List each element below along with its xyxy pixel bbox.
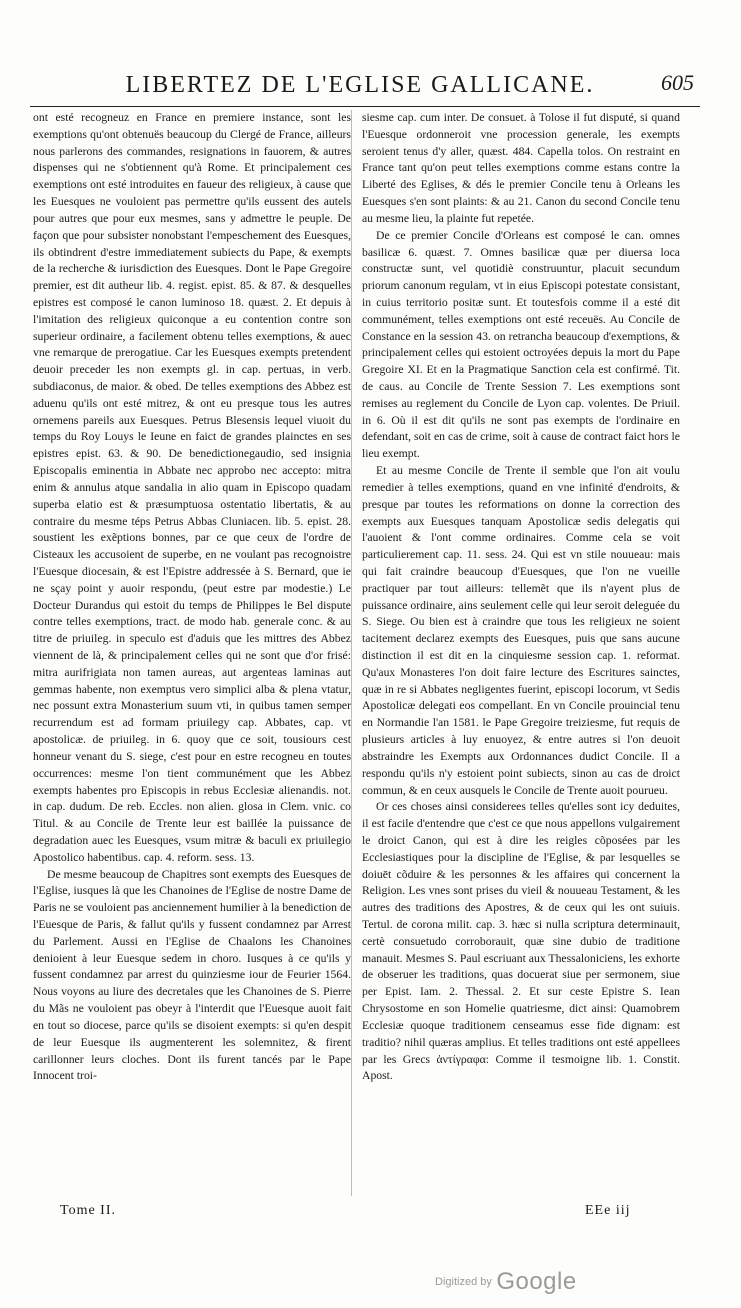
digitization-watermark (435, 1268, 577, 1296)
volume-label: Tome II. (60, 1203, 117, 1218)
watermark-prefix: Digitized by (435, 1276, 492, 1288)
paragraph: siesme cap. cum inter. De consuet. à Tolose il fut disputé, si quand l'Euesque ordonneroit vne procession generale, les exempts seroient tenus d'y aller, quæst. 484. Capella tolos. On restraint en France tant qu'on peut telles exemptions comme estans contre la Liberté des Eglises, & dés le premier Concile tenu à Orleans les Euesques s'en sont plaints: & au 21. Canon du second Concile tenu au mesme lieu, la plainte fut repetée. (362, 111, 680, 225)
paragraph: De mesme beaucoup de Chapitres sont exempts des Euesques de l'Eglise, iusques là que les Chanoines de l'Eglise de nostre Dame de Paris ne se vouloient pas anciennement humilier à la benediction de l'Euesque de Paris, & fallut qu'ils y fussent condamnez par Arrest du Parlement. Aussi en l'Eglise de Chaalons les Chanoines denioient à leur Euesque sedem in choro. Iusques à ce qu'ils y fussent condamnez par arrest du quinziesme iour de Feurier 1564. Nous voyons au liure des decretales que les Chanoines de S. Pierre du Mãs ne vouloient pas obeyr à l'interdit que l'Euesque auoit fait en tout so diocese, parce qu'ils se disoient exempts: si qu'en despit de leur Euesque ils augmenterent les solemnitez, & firent carillonner leurs cloches. Dont ils furent tancés par le Pape Innocent troi- (33, 867, 351, 1083)
paragraph: De ce premier Concile d'Orleans est composé le can. omnes basilicæ 6. quæst. 7. Omnes basilicæ quæ per diuersa loca constructæ sunt, vel quotidiè construuntur, placuit secundum priorum canonum regulam, vt in eius Episcopi potestate consistant, in cuius territorio positæ sunt. Et toutesfois comme il a esté dit communément, telles exemptions ont esté receuës. Au Concile de Constance en la session 43. on retrancha beaucoup d'exemptions, & principalement celles qui estoient octroyées depuis la mort du Pape Gregoire XI. Et en la Pragmatique Sanction cela est confirmé. Tit. de caus. au Concile de Trente Session 7. Les exemptions sont remises au reglement du Concile de Lyon cap. volentes. De Priuil. in 6. Où il est dit qu'ils ne sont pas exempts de l'ordinaire en defendant, soit en cas de crime, soit à cause de contract faict hors le lieu exempt. (362, 228, 680, 461)
running-title: LIBERTEZ DE L'EGLISE GALLICANE. (125, 72, 595, 98)
running-header (30, 70, 700, 107)
signature-mark: EEe iij (585, 1203, 631, 1218)
google-logo-text: Google (496, 1268, 577, 1295)
paragraph: Or ces choses ainsi considerees telles qu'elles sont icy deduites, il est facile d'entendre que c'est ce que nous appellons vulgairement le droict Canon, qui est à dire les reigles cõposées par les Ecclesiastiques pour la discipline de l'Eglise, & par lesquelles se doiuēt cõduire & les personnes & les affaires qui concernent la Religion. Les vnes sont prises du vieil & nouueau Testament, & les autres des traditions des Apostres, & de ceux qui les ont suiuis. Tertul. de corona milit. cap. 3. hæc si nulla scriptura determinauit, certè consuetudo corroborauit, quæ sine dubio de traditione manauit. Mesmes S. Paul escriuant aux Thessaloniciens, les exhorte de obseruer les traditions, quas docuerat siue per sermonem, siue per Epist. Iam. 2. Thessal. 2. Et sur ceste Epistre S. Iean Chrysostome en son Homelie quatriesme, dict ainsi: Quamobrem Ecclesiæ quoque traditionem censeamus esse fide dignam: est traditio? nihil quæras amplius. Et telles traditions ont esté appellees par les Grecs ἀντίγραφα: Comme il tesmoigne lib. 1. Constit. Apost. (362, 800, 680, 1083)
paragraph: Et au mesme Concile de Trente il semble que l'on ait voulu remedier à telles exemptions, quand en vne infinité d'endroits, & presque par toutes les reformations on donne la correction des exempts aux Euesques tanquam Apostolicæ sedis delegatis qui l'auoient & l'ont comme ordinaires. Comme cela se voit particulierement cap. 11. sess. 24. Qui est vn stile nouueau: mais qui fait craindre beaucoup d'Euesques, que l'on ne vueille practiquer par tout ailleurs: tellemẽt que ils n'ayent plus de puissance ordinaire, ains seulement celle qui leur seroit deleguée du S. Siege. Ou bien est à craindre que tous les religieux ne soient tacitement declarez exempts des Euesques, puis que sans aucune distinction il est dit en la cinquiesme session cap. 1. reformat. Qu'aux Monasteres l'on doit faire lecture des Escritures sainctes, quæ in re si Abbates negligentes fuerint, episcopi locorum, vt Sedis Apostolicæ delegati eos compellant. En vn Concile prouincial tenu en Normandie l'an 1581. le Pape Gregoire treiziesme, fut requis de plusieurs articles à luy enuoyez, & entre autres si l'on deuoit abstraindre les Exempts aux Ordonnances dudict Concile. Il a respondu qu'ils n'y estoient point subiects, sinon au cas de droict commun, & en ceux ausquels le Concile de Trente auoit pourueu. (362, 464, 680, 797)
left-column (33, 110, 351, 1085)
page-number: 605 (661, 70, 694, 95)
paragraph: ont esté recogneuz en France en premiere instance, sont les exemptions qu'ont obtenuës beaucoup du Clergé de France, ailleurs nous parlerons des commandes, resignations in fauorem, & autres dispenses qui ne s'obtiennent qu'à Rome. Et principalement ces exemptions ont esté introduites en faueur des religieux, à cause que les Euesques ne vouloient pas permettre qu'ils eussent des autels pour autres que pour eux mesmes, sans y admettre le peuple. De façon que pour subsister nonobstant l'empeschement des Euesques, ils obtindrent d'estre immediatement subiects du Pape, & exempts de la recherche & iurisdiction des Euesques. Dont le Pape Gregoire premier, est dit autheur lib. 4. regist. epist. 85. & 87. & desquelles epistres est composé le canon luminoso 18. quæst. 2. Et depuis à l'imitation des religieux quiconque a eu contention contre son superieur ordinaire, a facilement obtenu telles exemptions, & auec vne remarque de prerogatiue. Car les Euesques exempts pretendent deuoir preceder les non exempts gl. in cap. pertuas, in verb. subdiaconus, de maior. & obed. De telles exemptions des Abbez est aduenu qu'ils ont esté mitrez, & ont eu presque tous les autres ornemens pareils aux Euesques. Petrus Blesensis lequel viuoit du temps du Roy Louys le Ieune en faict de grandes plainctes en ses epistres epist. 63. & 90. De benedictionegaudio, sed insignia Episcopalis eminentia in Abbate nec approbo nec accepto: mitra enim & annulus atque sandalia in alio quam in Episcopo quadam superba elatio est & præsumptuosa ostentatio libertatis, & au contraire du mesme téps Petrus Abbas Cluniacen. lib. 5. epist. 28. soustient les exẽptions bonnes, par ce que ceux de l'ordre de Cisteaux les accusoient de superbe, en ne voulant pas recognoistre l'Euesque diocesain, & est l'Epistre addressée à S. Bernard, que ie ne sçay point y auoir respondu, (peut estre par modestie.) Le Docteur Durandus qui estoit du temps de Philippes le Bel dispute contre telles exemptions, tract. de modo hab. generale conc. & au titre de priuileg. in speculo est d'aduis que les mittres des Abbez viennent de là, & principalement celles qui ne sont que d'or frisé: mitra aurifrigiata non tamen aureas, aut argenteas laminas aut gemmas habente, non exemptus vero simplici alba & plena vtatur, nec possunt extra Monasterium suum vti, in quibus tamen semper recurrendum est ad formam priuilegy cap. Abbates, cap. vt apostolicæ. de priuileg. in 6. quoy que ce soit, tousiours cest honneur venant du S. siege, c'est pour en estre recogneu en toutes occurrences: mesme l'on tient communément que les Abbez exempts habentes pro Episcopis in rebus Ecclesiæ alienandis. not. in cap. dudum. De reb. Eccles. non alien. glosa in Clem. vnic. co Titul. & au Concile de Trente leur est baillée la puissance de degradation auec les Euesques, vsum mitræ & baculi ex priuilegio Apostolico habentibus. cap. 4. reform. sess. 13. (33, 111, 351, 864)
column-divider (351, 110, 352, 1196)
right-column (362, 110, 680, 1085)
